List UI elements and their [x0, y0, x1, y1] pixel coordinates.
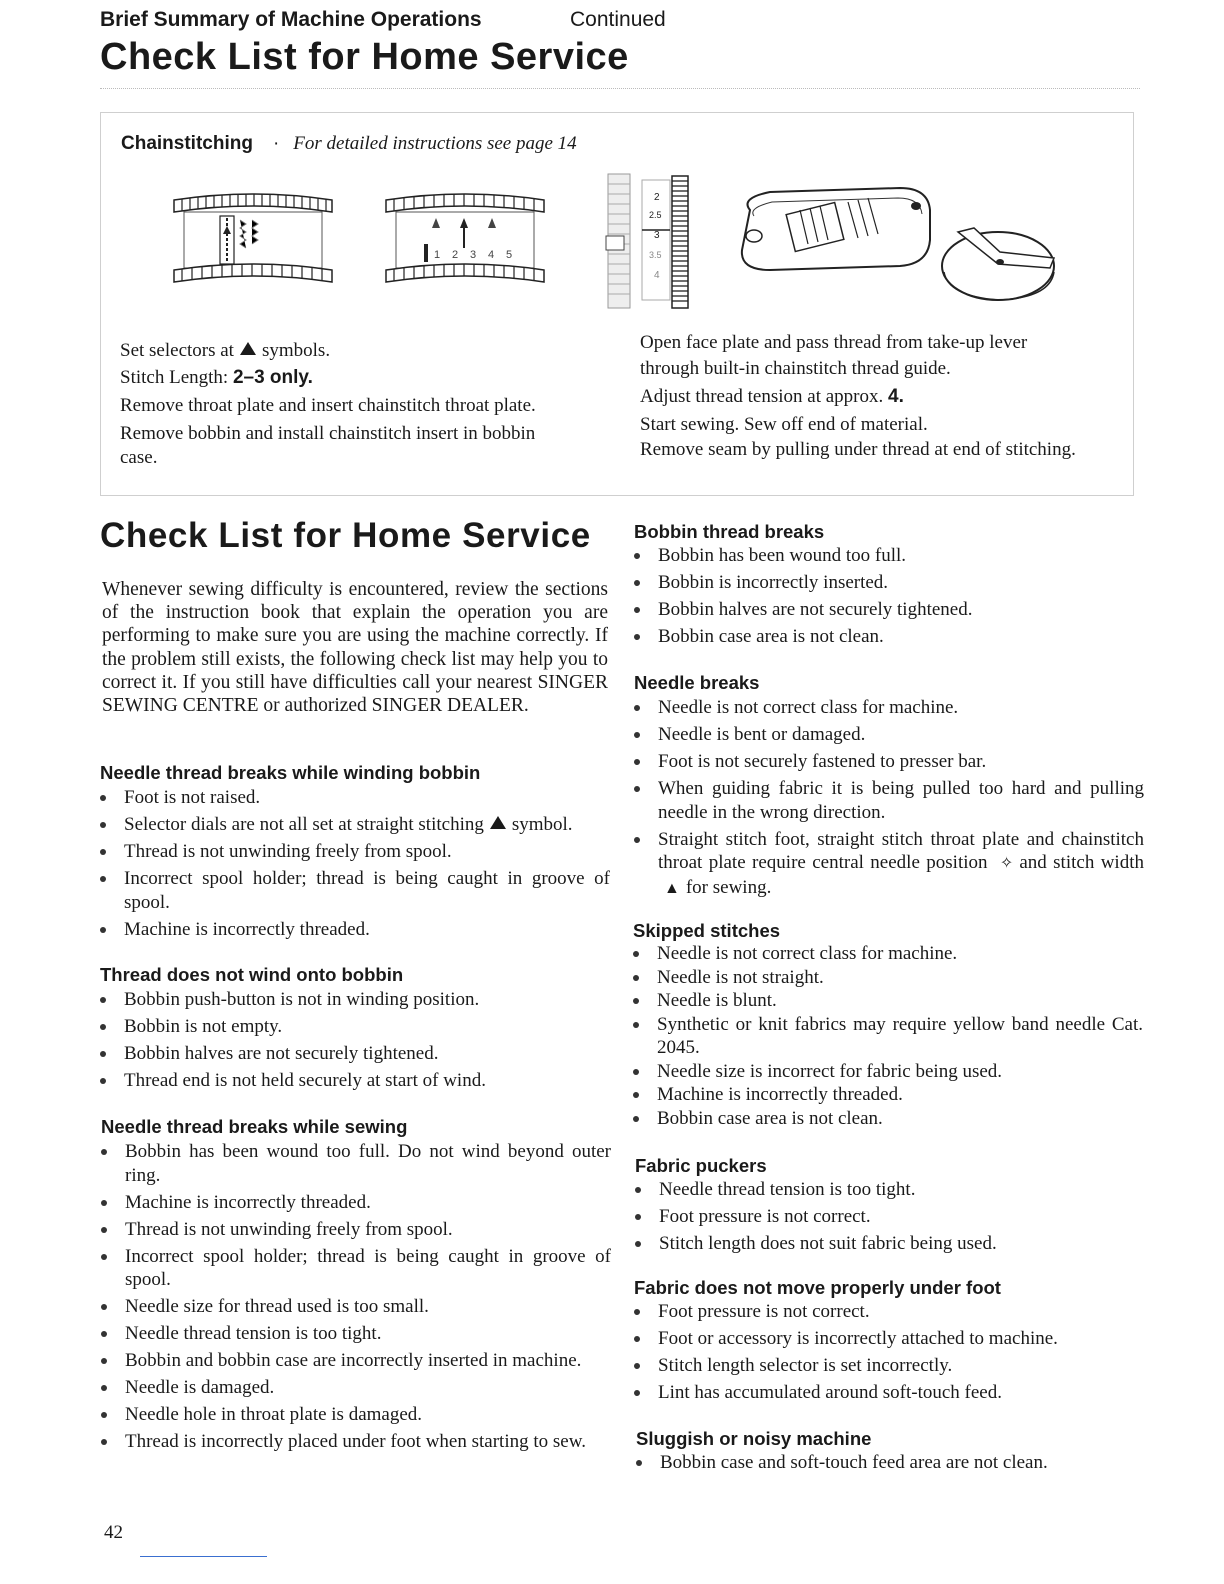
- section-skipped-stitches: [633, 920, 1143, 1130]
- list-item: Bobbin has been wound too full.: [634, 544, 1144, 568]
- list-item: Bobbin halves are not securely tightened.: [100, 1042, 610, 1066]
- heading-separator: ·: [272, 133, 280, 154]
- section-title: Needle thread breaks while sewing: [101, 1116, 408, 1137]
- list-item: Foot pressure is not correct.: [634, 1300, 1144, 1324]
- instruction-line: [640, 383, 904, 410]
- list-item: Bobbin and bobbin case are incorrectly inserted in machine.: [101, 1349, 611, 1373]
- section-sluggish-machine: [636, 1428, 1146, 1478]
- list-item: Stitch length does not suit fabric being used.: [635, 1232, 1145, 1256]
- section-title: Skipped stitches: [633, 920, 781, 941]
- section-title: Sluggish or noisy machine: [636, 1428, 872, 1449]
- list-item: Needle is bent or damaged.: [634, 723, 1144, 747]
- list-item: Thread is not unwinding freely from spool.: [100, 840, 610, 864]
- dial-number: 2: [452, 249, 459, 261]
- list-item-text: and stitch width: [1019, 852, 1144, 873]
- section-title: Fabric puckers: [635, 1155, 767, 1176]
- list-item: Foot is not securely fastened to presser bar.: [634, 750, 1144, 774]
- chainstitch-insert-illustration: [938, 222, 1060, 306]
- header-divider: [100, 88, 1140, 89]
- stitch-length-dial-illustration: [604, 170, 696, 312]
- list-item: Needle size is incorrect for fabric being used.: [633, 1060, 1143, 1084]
- list-item: Needle is blunt.: [633, 989, 1143, 1013]
- section-fabric-puckers: [635, 1155, 1145, 1259]
- section-header: Brief Summary of Machine Operations: [100, 8, 482, 31]
- list-item-text: symbol.: [511, 814, 573, 835]
- instruction-line: case.: [120, 447, 158, 468]
- chainstitching-reference: For detailed instructions see page 14: [293, 133, 577, 154]
- list-item: Needle is not correct class for machine.: [634, 696, 1144, 720]
- list-item: Machine is incorrectly threaded.: [101, 1191, 611, 1215]
- instruction-line: Start sewing. Sew off end of material.: [640, 414, 928, 435]
- instruction-emphasis: 4.: [888, 386, 904, 407]
- instruction-line: [120, 337, 330, 364]
- section-needle-sewing: [101, 1116, 611, 1457]
- list-item: Synthetic or knit fabrics may require yellow band needle Cat. 2045.: [633, 1013, 1143, 1060]
- instruction-line: through built-in chainstitch thread guide.: [640, 358, 951, 379]
- list-item: Lint has accumulated around soft-touch feed.: [634, 1381, 1144, 1405]
- list-item-text: Straight stitch foot, straight stitch throat plate and chainstitch throat plate require central needle position: [658, 828, 1144, 873]
- list-item: Thread is incorrectly placed under foot when starting to sew.: [101, 1430, 611, 1454]
- pattern-selector-dial-illustration: [168, 190, 338, 290]
- list-item: Incorrect spool holder; thread is being caught in groove of spool.: [101, 1245, 611, 1292]
- section-title: Fabric does not move properly under foot: [634, 1277, 1001, 1298]
- list-item: Bobbin case and soft-touch feed area are not clean.: [636, 1451, 1146, 1475]
- list-item-text: for sewing.: [685, 876, 772, 898]
- list-item: Needle is damaged.: [101, 1376, 611, 1400]
- straight-stitch-symbol-icon: [240, 342, 256, 355]
- dial-number: 3: [470, 249, 477, 261]
- list-item: Bobbin is not empty.: [100, 1015, 610, 1039]
- section-title: Thread does not wind onto bobbin: [100, 964, 404, 985]
- instruction-text: Adjust thread tension at approx.: [640, 386, 884, 407]
- list-item: When guiding fabric it is being pulled too hard and pulling needle in the wrong direction.: [634, 777, 1144, 824]
- list-item: Stitch length selector is set incorrectly.: [634, 1354, 1144, 1378]
- section-title: Needle thread breaks while winding bobbin: [100, 762, 481, 783]
- list-item: [634, 828, 1144, 901]
- list-item: Bobbin has been wound too full. Do not wind beyond outer ring.: [101, 1140, 611, 1187]
- list-item: Needle is not straight.: [633, 966, 1143, 990]
- page-number: 42: [104, 1522, 123, 1543]
- list-item: Machine is incorrectly threaded.: [633, 1083, 1143, 1107]
- list-item: Needle thread tension is too tight.: [635, 1178, 1145, 1202]
- section-title: Needle breaks: [634, 672, 760, 693]
- footer-divider: [140, 1556, 267, 1557]
- list-item: Machine is incorrectly threaded.: [100, 918, 610, 942]
- stitch-length-label: 4: [654, 270, 660, 281]
- stitch-width-dial-illustration: [380, 190, 550, 290]
- checklist-heading: Check List for Home Service: [100, 516, 591, 555]
- instruction-line: Open face plate and pass thread from take-up lever: [640, 332, 1028, 353]
- list-item: Bobbin push-button is not in winding position.: [100, 988, 610, 1012]
- continued-label: Continued: [570, 8, 666, 31]
- list-item: Bobbin halves are not securely tightened.: [634, 598, 1144, 622]
- list-item: Foot or accessory is incorrectly attached to machine.: [634, 1327, 1144, 1351]
- instruction-line: [120, 364, 313, 391]
- chainstitching-heading: [121, 133, 577, 155]
- stitch-length-label: 2: [654, 192, 660, 203]
- instruction-text: symbols.: [261, 340, 331, 361]
- list-item: Needle hole in throat plate is damaged.: [101, 1403, 611, 1427]
- dial-number: 1: [434, 249, 441, 261]
- section-needle-winding: [100, 762, 610, 945]
- list-item: [100, 813, 610, 837]
- stitch-length-label: 2.5: [649, 210, 662, 220]
- list-item: Bobbin case area is not clean.: [634, 625, 1144, 649]
- instruction-line: Remove bobbin and install chainstitch insert in bobbin: [120, 423, 536, 444]
- instruction-line: Remove seam by pulling under thread at end of stitching.: [640, 439, 1076, 460]
- instruction-text: Stitch Length:: [120, 367, 229, 388]
- list-item: Needle thread tension is too tight.: [101, 1322, 611, 1346]
- page-title: Check List for Home Service: [100, 36, 629, 78]
- stitch-length-label: 3.5: [649, 250, 662, 260]
- checklist-intro: Whenever sewing difficulty is encountered, review the sections of the instruction book that explain the operation you are performing to make sure you are using the machine correctly. If the problem still exists, the following check list may help you to correct it. If you still have difficulties call your nearest SINGER SEWING CENTRE or authorized SINGER DEALER.: [102, 579, 608, 717]
- section-needle-breaks: [634, 672, 1144, 904]
- list-item: Incorrect spool holder; thread is being caught in groove of spool.: [100, 867, 610, 914]
- straight-stitch-symbol-icon: [490, 816, 506, 829]
- stitch-width-symbol-icon: ▲: [664, 879, 680, 897]
- list-item: Bobbin case area is not clean.: [633, 1107, 1143, 1131]
- instruction-emphasis: 2–3 only.: [232, 367, 313, 388]
- section-no-wind: [100, 964, 610, 1096]
- list-item: Thread end is not held securely at start of wind.: [100, 1069, 610, 1093]
- list-item: Foot pressure is not correct.: [635, 1205, 1145, 1229]
- needle-center-position-icon: ✧: [999, 855, 1014, 872]
- list-item-text: Selector dials are not all set at straight stitching: [124, 814, 484, 835]
- section-bobbin-breaks: [634, 521, 1144, 652]
- list-item: Bobbin is incorrectly inserted.: [634, 571, 1144, 595]
- instruction-text: Set selectors at: [120, 340, 234, 361]
- chainstitch-throat-plate-illustration: [730, 180, 940, 280]
- dial-number: 4: [488, 249, 495, 261]
- list-item: Foot is not raised.: [100, 786, 610, 810]
- stitch-length-label: 3: [654, 230, 660, 241]
- section-fabric-not-moving: [634, 1277, 1144, 1408]
- instruction-line: Remove throat plate and insert chainstitch throat plate.: [120, 395, 536, 416]
- list-item: Needle size for thread used is too small.: [101, 1295, 611, 1319]
- dial-number: 5: [506, 249, 513, 261]
- list-item: Thread is not unwinding freely from spool.: [101, 1218, 611, 1242]
- list-item: Needle is not correct class for machine.: [633, 942, 1143, 966]
- section-title: Bobbin thread breaks: [634, 521, 825, 542]
- chainstitching-title: Chainstitching: [121, 133, 253, 154]
